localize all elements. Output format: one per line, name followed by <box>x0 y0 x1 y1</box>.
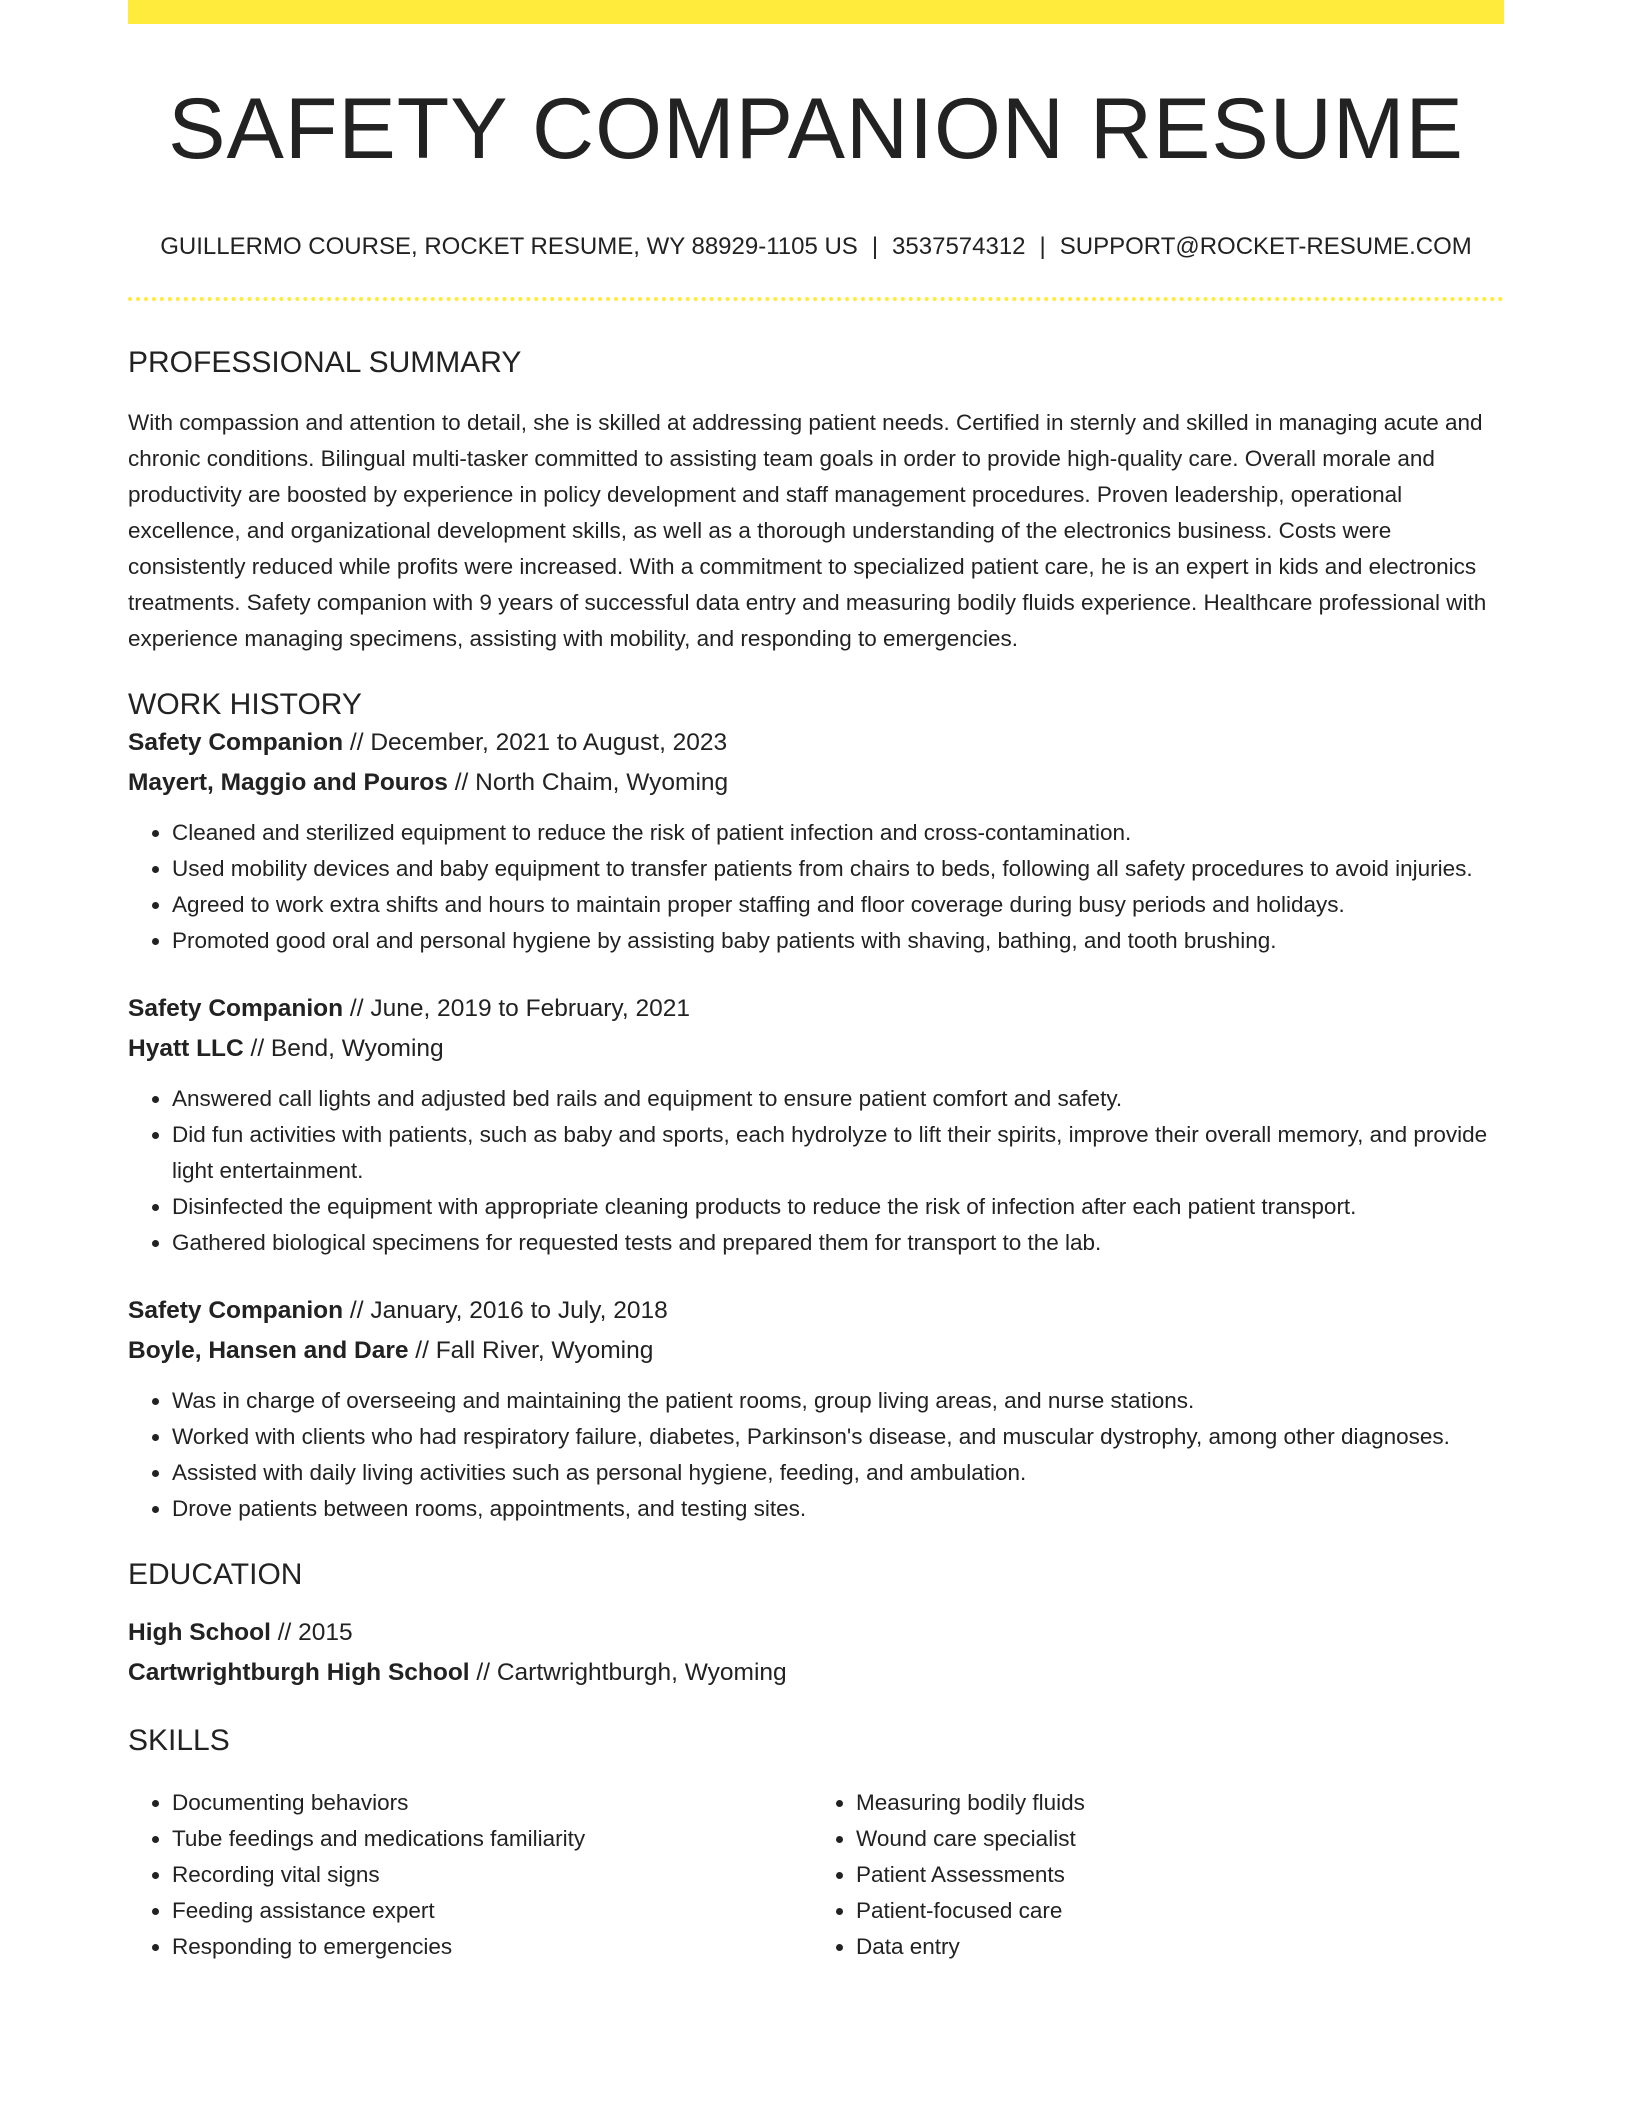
list-item: • Answered call lights and adjusted bed rails and equipment to ensure patient comfort and safety. <box>172 1081 1504 1117</box>
list-item: • Patient Assessments <box>856 1857 1496 1893</box>
education-year: // 2015 <box>270 1619 353 1647</box>
education-location: // Cartwrightburgh, Wyoming <box>469 1659 787 1687</box>
job-title-line <box>128 723 1504 763</box>
list-item: • Promoted good oral and personal hygiene by assisting baby patients with shaving, bathing, and tooth brushing. <box>172 923 1504 959</box>
job-title: Safety Companion <box>128 729 344 757</box>
list-item: • Feeding assistance expert <box>172 1893 812 1929</box>
list-item: • Data entry <box>856 1929 1496 1965</box>
list-item: • Worked with clients who had respiratory failure, diabetes, Parkinson's disease, and muscular dystrophy, among other diagnoses. <box>172 1419 1504 1455</box>
contact-line <box>128 233 1504 262</box>
list-item: • Cleaned and sterilized equipment to reduce the risk of patient infection and cross-contamination. <box>172 815 1504 851</box>
skills-heading: SKILLS <box>128 1724 230 1758</box>
job-company: Boyle, Hansen and Dare <box>128 1337 409 1365</box>
list-item: • Used mobility devices and baby equipment to transfer patients from chairs to beds, following all safety procedures to avoid injuries. <box>172 851 1504 887</box>
job-location: // North Chaim, Wyoming <box>447 769 729 797</box>
job-entry <box>128 723 1504 959</box>
contact-phone: 3537574312 <box>892 232 1026 260</box>
education-heading: EDUCATION <box>128 1558 303 1592</box>
job-company: Hyatt LLC <box>128 1035 244 1063</box>
job-company-line <box>128 1331 1504 1371</box>
education-school: Cartwrightburgh High School <box>128 1659 470 1687</box>
list-item: • Gathered biological specimens for requested tests and prepared them for transport to the lab. <box>172 1225 1504 1261</box>
list-item: • Tube feedings and medications familiarity <box>172 1821 812 1857</box>
list-item: • Did fun activities with patients, such as baby and sports, each hydrolyze to lift their spirits, improve their overall memory, and provide light entertainment. <box>172 1117 1504 1189</box>
contact-email[interactable]: SUPPORT@ROCKET-RESUME.COM <box>1059 232 1472 260</box>
job-location: // Bend, Wyoming <box>243 1035 444 1063</box>
list-item: • Responding to emergencies <box>172 1929 812 1965</box>
job-bullets <box>128 1383 1504 1527</box>
list-item: • Recording vital signs <box>172 1857 812 1893</box>
list-item: • Disinfected the equipment with appropriate cleaning products to reduce the risk of infection after each patient transport. <box>172 1189 1504 1225</box>
top-accent-bar <box>128 0 1504 24</box>
resume-title: SAFETY COMPANION RESUME <box>168 81 1464 177</box>
contact-separator: | <box>871 232 879 260</box>
summary-heading: PROFESSIONAL SUMMARY <box>128 346 522 380</box>
skills-list-right <box>812 1785 1496 1965</box>
list-item: • Drove patients between rooms, appointments, and testing sites. <box>172 1491 1504 1527</box>
list-item: • Measuring bodily fluids <box>856 1785 1496 1821</box>
education-entry <box>128 1613 1504 1693</box>
dotted-divider <box>128 297 1504 301</box>
job-dates: // December, 2021 to August, 2023 <box>343 729 728 757</box>
contact-separator: | <box>1039 232 1046 260</box>
education-school-line <box>128 1653 1504 1693</box>
list-item: • Documenting behaviors <box>172 1785 812 1821</box>
list-item: • Wound care specialist <box>856 1821 1496 1857</box>
list-item: • Was in charge of overseeing and maintaining the patient rooms, group living areas, and nurse stations. <box>172 1383 1504 1419</box>
job-company: Mayert, Maggio and Pouros <box>128 769 448 797</box>
list-item: • Patient-focused care <box>856 1893 1496 1929</box>
skills-list-left <box>128 1785 812 1965</box>
resume-page <box>128 0 1504 1965</box>
job-entry <box>128 1291 1504 1527</box>
job-dates: // January, 2016 to July, 2018 <box>343 1297 668 1325</box>
list-item: • Assisted with daily living activities such as personal hygiene, feeding, and ambulation. <box>172 1455 1504 1491</box>
work-history-heading: WORK HISTORY <box>128 688 362 722</box>
job-title: Safety Companion <box>128 995 344 1023</box>
job-bullets <box>128 1081 1504 1261</box>
education-degree: High School <box>128 1619 271 1647</box>
job-title-line <box>128 1291 1504 1331</box>
job-entry <box>128 989 1504 1261</box>
job-company-line <box>128 1029 1504 1069</box>
contact-address: GUILLERMO COURSE, ROCKET RESUME, WY 88929-1105 US <box>160 232 858 260</box>
skills-columns <box>128 1773 1504 1965</box>
job-title-line <box>128 989 1504 1029</box>
job-bullets <box>128 815 1504 959</box>
education-degree-line <box>128 1613 1504 1653</box>
job-title: Safety Companion <box>128 1297 344 1325</box>
summary-text: With compassion and attention to detail, she is skilled at addressing patient needs. Certified in sternly and skilled in managing acute and chronic conditions. Bilingual multi-tasker committed to assisting team goals in order to provide high-quality care. Overall morale and productivity are boosted by experience in policy development and staff management procedures. Proven leadership, operational excellence, and organizational development skills, as well as a thorough understanding of the electronics business. Costs were consistently reduced while profits were increased. With a commitment to specialized patient care, he is an expert in kids and electronics treatments. Safety companion with 9 years of successful data entry and measuring bodily fluids experience. Healthcare professional with experience managing specimens, assisting with mobility, and responding to emergencies. <box>128 410 1487 652</box>
job-location: // Fall River, Wyoming <box>408 1337 654 1365</box>
job-dates: // June, 2019 to February, 2021 <box>343 995 690 1023</box>
list-item: • Agreed to work extra shifts and hours to maintain proper staffing and floor coverage during busy periods and holidays. <box>172 887 1504 923</box>
job-company-line <box>128 763 1504 803</box>
